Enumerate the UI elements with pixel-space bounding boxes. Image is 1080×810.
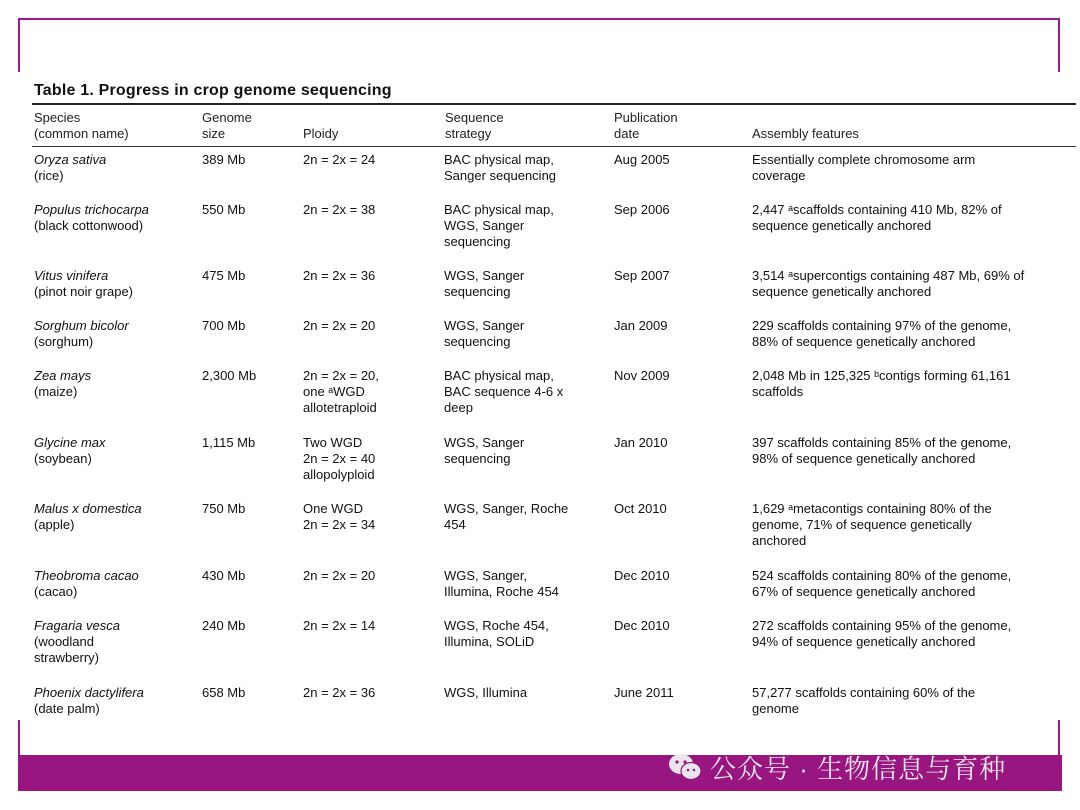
table-top-rule: [32, 103, 1076, 105]
species-common-name: (apple): [34, 517, 75, 532]
cell-publication-date: Sep 2007: [614, 268, 670, 283]
table-header: [32, 108, 1076, 142]
wechat-icon: [668, 752, 702, 782]
species-common-name: (date palm): [34, 701, 100, 716]
cell-genome-size: 1,115 Mb: [202, 435, 256, 450]
cell-genome-size: 700 Mb: [202, 318, 246, 333]
cell-species: [34, 435, 199, 467]
cell-ploidy: One WGD 2n = 2x = 34: [303, 501, 376, 532]
cell-ploidy: 2n = 2x = 20: [303, 318, 376, 333]
cell-sequence-strategy: WGS, Illumina: [444, 685, 528, 700]
assembly-line: 272 scaffolds containing 95% of the genome,: [752, 618, 1012, 633]
cell-ploidy: 2n = 2x = 14: [303, 618, 376, 633]
cell-genome-size: 240 Mb: [202, 618, 246, 633]
cell-sequence-strategy: BAC physical map, WGS, Sanger sequencing: [444, 202, 554, 249]
cell-species: [34, 368, 199, 400]
assembly-line: 1,629 ᵃmetacontigs containing 80% of the: [752, 501, 992, 516]
cell-sequence-strategy: BAC physical map, BAC sequence 4-6 x deep: [444, 368, 564, 415]
cell-sequence-strategy: BAC physical map, Sanger sequencing: [444, 152, 557, 183]
assembly-line: 67% of sequence genetically anchored: [752, 584, 976, 599]
cell-ploidy: 2n = 2x = 20: [303, 568, 376, 583]
species-common-name: (pinot noir grape): [34, 284, 133, 299]
assembly-line: scaffolds: [752, 384, 804, 399]
cell-sequence-strategy: WGS, Sanger, Illumina, Roche 454: [444, 568, 559, 599]
cell-genome-size: 475 Mb: [202, 268, 246, 283]
cell-sequence-strategy: WGS, Sanger sequencing: [444, 268, 525, 299]
species-scientific-name: Populus trichocarpa: [34, 202, 149, 217]
cell-sequence-strategy: WGS, Sanger, Roche 454: [444, 501, 569, 532]
cell-species: [34, 152, 199, 184]
cell-assembly-features: [752, 318, 1076, 350]
header-genome-size: Genome size: [202, 110, 252, 141]
cell-assembly-features: [752, 152, 1076, 184]
cell-ploidy: 2n = 2x = 36: [303, 685, 376, 700]
species-scientific-name: Sorghum bicolor: [34, 318, 129, 333]
cell-publication-date: Nov 2009: [614, 368, 670, 383]
species-common-name: (cacao): [34, 584, 78, 599]
assembly-line: 94% of sequence genetically anchored: [752, 634, 976, 649]
species-scientific-name: Malus x domestica: [34, 501, 142, 516]
cell-assembly-features: [752, 685, 1076, 717]
cell-species: [34, 618, 199, 666]
cell-genome-size: 430 Mb: [202, 568, 246, 583]
assembly-line: sequence genetically anchored: [752, 218, 932, 233]
cell-species: [34, 568, 199, 600]
cell-ploidy: 2n = 2x = 38: [303, 202, 376, 217]
species-common-name: (soybean): [34, 451, 92, 466]
assembly-line: anchored: [752, 533, 807, 548]
table-image: [18, 72, 1080, 720]
assembly-line: Essentially complete chromosome arm: [752, 152, 976, 167]
cell-ploidy: 2n = 2x = 36: [303, 268, 376, 283]
cell-ploidy: 2n = 2x = 24: [303, 152, 376, 167]
species-scientific-name: Fragaria vesca: [34, 618, 120, 633]
cell-species: [34, 268, 199, 300]
species-common-name: (rice): [34, 168, 64, 183]
cell-assembly-features: [752, 368, 1076, 400]
assembly-line: genome: [752, 701, 799, 716]
cell-publication-date: Aug 2005: [614, 152, 670, 167]
cell-species: [34, 318, 199, 350]
cell-species: [34, 501, 199, 533]
cell-ploidy: Two WGD 2n = 2x = 40 allopolyploid: [303, 435, 376, 482]
cell-publication-date: Dec 2010: [614, 568, 670, 583]
cell-genome-size: 550 Mb: [202, 202, 246, 217]
species-common-name: (sorghum): [34, 334, 94, 349]
cell-ploidy: 2n = 2x = 20, one ᵃWGD allotetraploid: [303, 368, 379, 415]
species-scientific-name: Oryza sativa: [34, 152, 107, 167]
cell-assembly-features: [752, 435, 1076, 467]
table-title: Table 1. Progress in crop genome sequencing: [34, 82, 392, 99]
assembly-line: 88% of sequence genetically anchored: [752, 334, 976, 349]
cell-assembly-features: [752, 202, 1076, 234]
assembly-line: sequence genetically anchored: [752, 284, 932, 299]
table-header-rule: [32, 146, 1076, 147]
cell-publication-date: Oct 2010: [614, 501, 667, 516]
assembly-line: 397 scaffolds containing 85% of the genome,: [752, 435, 1012, 450]
header-publication-date: Publication date: [614, 110, 678, 141]
cell-sequence-strategy: WGS, Sanger sequencing: [444, 318, 525, 349]
cell-publication-date: Sep 2006: [614, 202, 670, 217]
species-scientific-name: Zea mays: [34, 368, 92, 383]
species-common-name: (maize): [34, 384, 78, 399]
cell-assembly-features: [752, 501, 1076, 549]
assembly-line: genome, 71% of sequence genetically: [752, 517, 972, 532]
cell-assembly-features: [752, 268, 1076, 300]
cell-sequence-strategy: WGS, Roche 454, Illumina, SOLiD: [444, 618, 549, 649]
header-assembly-features: Assembly features: [752, 126, 859, 141]
species-scientific-name: Vitus vinifera: [34, 268, 109, 283]
assembly-line: 2,048 Mb in 125,325 ᵇcontigs forming 61,161: [752, 368, 1011, 383]
cell-assembly-features: [752, 618, 1076, 650]
species-scientific-name: Glycine max: [34, 435, 106, 450]
assembly-line: coverage: [752, 168, 806, 183]
species-scientific-name: Theobroma cacao: [34, 568, 139, 583]
cell-genome-size: 658 Mb: [202, 685, 246, 700]
cell-publication-date: Dec 2010: [614, 618, 670, 633]
species-common-name: (black cottonwood): [34, 218, 144, 233]
cell-genome-size: 750 Mb: [202, 501, 246, 516]
cell-publication-date: Jan 2009: [614, 318, 668, 333]
watermark: [668, 750, 1006, 784]
cell-genome-size: 2,300 Mb: [202, 368, 257, 383]
species-scientific-name: Phoenix dactylifera: [34, 685, 144, 700]
cell-species: [34, 685, 199, 717]
assembly-line: 98% of sequence genetically anchored: [752, 451, 976, 466]
assembly-line: 2,447 ᵃscaffolds containing 410 Mb, 82% of: [752, 202, 1002, 217]
cell-sequence-strategy: WGS, Sanger sequencing: [444, 435, 525, 466]
header-species: Species (common name): [34, 110, 129, 141]
cell-species: [34, 202, 199, 234]
header-sequence-strategy: Sequence strategy: [445, 110, 504, 141]
header-ploidy: Ploidy: [303, 126, 339, 141]
cell-publication-date: June 2011: [614, 685, 674, 700]
species-common-name: (woodland strawberry): [34, 634, 100, 665]
assembly-line: 3,514 ᵃsupercontigs containing 487 Mb, 69% of: [752, 268, 1025, 283]
cell-genome-size: 389 Mb: [202, 152, 246, 167]
cell-publication-date: Jan 2010: [614, 435, 668, 450]
assembly-line: 524 scaffolds containing 80% of the genome,: [752, 568, 1012, 583]
watermark-text: 公众号 · 生物信息与育种: [710, 753, 1007, 784]
assembly-line: 57,277 scaffolds containing 60% of the: [752, 685, 976, 700]
assembly-line: 229 scaffolds containing 97% of the genome,: [752, 318, 1012, 333]
cell-assembly-features: [752, 568, 1076, 600]
